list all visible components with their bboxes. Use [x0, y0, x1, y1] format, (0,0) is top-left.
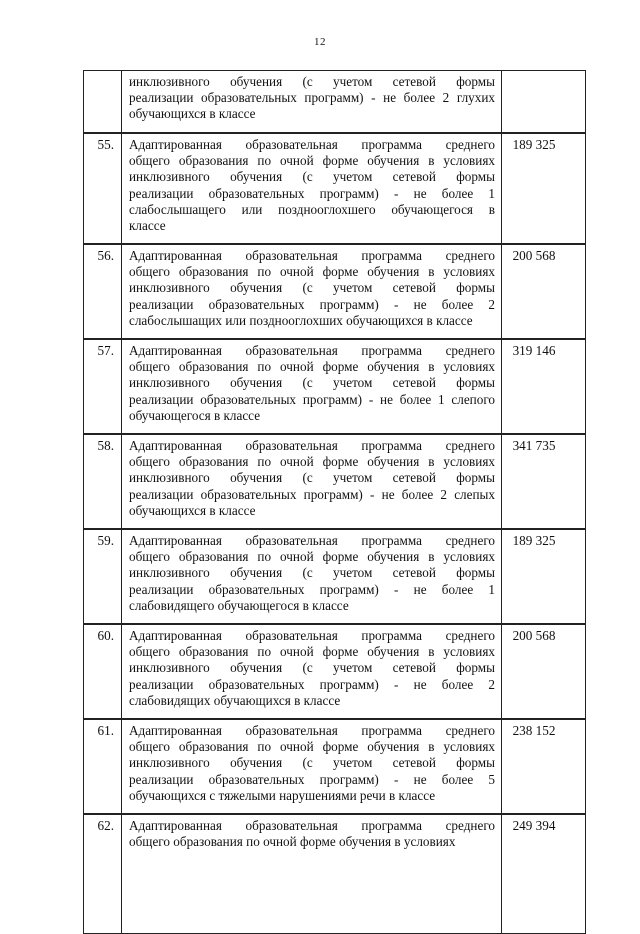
amount-value: 200 568	[512, 628, 556, 643]
description-line: Адаптированная образовательная программа среднего	[129, 723, 495, 738]
description-line: общего образования по очной форме обучения в условиях	[129, 549, 495, 565]
description-line: инклюзивного обучения (с учетом сетевой формы	[129, 169, 495, 185]
row-number: 61.	[84, 720, 122, 813]
tariff-table	[83, 70, 587, 930]
description-line: Адаптированная образовательная программа среднего	[129, 533, 495, 548]
description-line: реализации образовательных программ) - не более 2 глухих	[129, 90, 495, 106]
program-description	[122, 815, 502, 933]
description-line: реализации образовательных программ) - не более 2 слепых	[129, 486, 495, 502]
description-line: инклюзивного обучения (с учетом сетевой формы	[129, 375, 495, 391]
description-line: общего образования по очной форме обучения в условиях	[129, 359, 495, 375]
table-row	[83, 624, 556, 719]
description-line: инклюзивного обучения (с учетом сетевой формы	[129, 470, 495, 486]
description-line: классе	[129, 218, 166, 234]
table-row	[83, 339, 556, 434]
description-line: реализации образовательных программ) - не более 1 слепого	[129, 391, 495, 407]
page-number: 12	[314, 36, 326, 48]
program-description	[122, 720, 502, 813]
row-number: 59.	[84, 530, 122, 623]
description-line: обучающегося в классе	[129, 407, 261, 423]
row-number: 55.	[84, 134, 122, 243]
amount-value: 189 325	[512, 137, 556, 152]
amount-value: 249 394	[512, 818, 556, 833]
program-description	[122, 134, 502, 243]
table-row	[83, 719, 556, 814]
description-line: общего образования по очной форме обучения в условиях	[129, 834, 456, 850]
description-line: Адаптированная образовательная программа среднего	[129, 343, 495, 358]
description-line: обучающихся в классе	[129, 502, 256, 518]
description-line: слабовидящего обучающегося в классе	[129, 597, 349, 613]
row-number: 60.	[84, 625, 122, 718]
description-line: инклюзивного обучения (с учетом сетевой формы	[129, 280, 495, 296]
amount-value: 341 735	[512, 438, 556, 453]
description-line: реализации образовательных программ) - не более 1	[129, 581, 495, 597]
description-line: реализации образовательных программ) - не более 2	[129, 676, 495, 692]
description-line: общего образования по очной форме обучения в условиях	[129, 264, 495, 280]
description-line: Адаптированная образовательная программа среднего	[129, 137, 495, 152]
description-line: Адаптированная образовательная программа среднего	[129, 438, 495, 453]
description-line: слабослышащих или позднооглохших обучающихся в классе	[129, 312, 473, 328]
description-line: общего образования по очной форме обучения в условиях	[129, 153, 495, 169]
program-description	[122, 435, 502, 528]
table-row	[83, 70, 502, 133]
table-row	[83, 434, 556, 529]
description-line: Адаптированная образовательная программа среднего	[129, 248, 495, 263]
table-row	[83, 529, 556, 624]
description-line: слабослышащего или позднооглохшего обучающегося в	[129, 201, 495, 217]
row-number: 58.	[84, 435, 122, 528]
amount-value: 200 568	[512, 248, 556, 263]
program-description	[122, 340, 502, 433]
description-line: реализации образовательных программ) - не более 5	[129, 771, 495, 787]
table-row	[83, 814, 556, 934]
amount-value: 319 146	[512, 343, 556, 358]
description-line: общего образования по очной форме обучения в условиях	[129, 644, 495, 660]
description-line: инклюзивного обучения (с учетом сетевой формы	[129, 74, 495, 89]
row-number: 57.	[84, 340, 122, 433]
table-row	[83, 133, 556, 244]
description-line: слабовидящих обучающихся в классе	[129, 692, 341, 708]
program-description	[122, 71, 502, 132]
program-description	[122, 625, 502, 718]
description-line: Адаптированная образовательная программа среднего	[129, 818, 495, 833]
amount-value: 189 325	[512, 533, 556, 548]
description-line: обучающихся в классе	[129, 106, 256, 122]
description-line: обучающихся с тяжелыми нарушениями речи в классе	[129, 787, 436, 803]
description-line: инклюзивного обучения (с учетом сетевой формы	[129, 565, 495, 581]
row-number	[84, 71, 122, 132]
description-line: Адаптированная образовательная программа среднего	[129, 628, 495, 643]
description-line: реализации образовательных программ) - не более 2	[129, 296, 495, 312]
description-line: инклюзивного обучения (с учетом сетевой формы	[129, 660, 495, 676]
row-number: 56.	[84, 245, 122, 338]
description-line: общего образования по очной форме обучения в условиях	[129, 454, 495, 470]
program-description	[122, 530, 502, 623]
description-line: инклюзивного обучения (с учетом сетевой формы	[129, 755, 495, 771]
program-description	[122, 245, 502, 338]
description-line: общего образования по очной форме обучения в условиях	[129, 739, 495, 755]
amount-value: 238 152	[512, 723, 556, 738]
row-number: 62.	[84, 815, 122, 933]
table-row	[83, 244, 556, 339]
description-line: реализации образовательных программ) - не более 1	[129, 185, 495, 201]
